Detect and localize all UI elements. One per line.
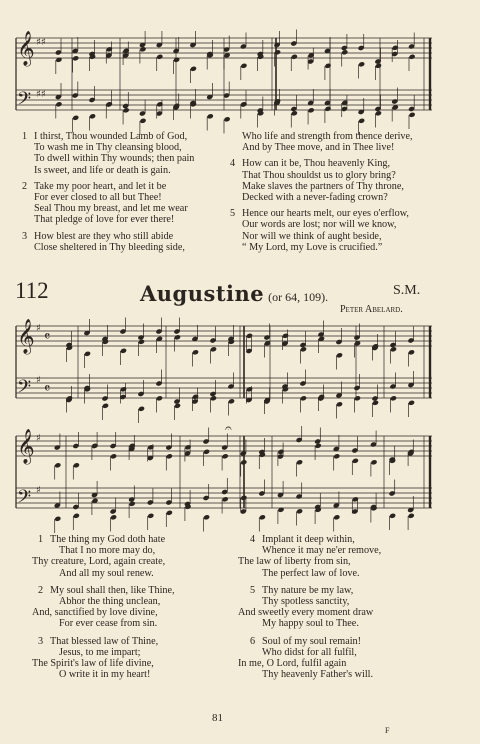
note-head	[102, 403, 109, 409]
svg-text:𝄞: 𝄞	[17, 429, 35, 464]
svg-text:♯: ♯	[36, 485, 41, 496]
note-head	[333, 514, 340, 520]
hymn-112-meter: S.M.	[393, 283, 421, 298]
note-head	[73, 462, 80, 468]
hymn-111-verse-5: 5 Hence our hearts melt, our eyes o'erflow, Our words are lost; nor will we know, Nor will we think of aught beside, “ My Lord, my Love is crucified.”	[230, 208, 409, 253]
note-head	[73, 513, 80, 519]
note-head	[358, 61, 365, 67]
note-head	[240, 101, 247, 107]
note-head	[207, 113, 214, 119]
hymn-112-left-column	[26, 534, 236, 680]
svg-text:𝄢: 𝄢	[17, 89, 32, 114]
hymn-111-left-column	[22, 131, 237, 253]
note-head	[203, 449, 210, 455]
note-head	[156, 101, 163, 107]
svg-text:𝄢: 𝄢	[17, 377, 32, 402]
note-head	[147, 513, 154, 519]
hymn-111-right-column	[230, 131, 470, 253]
note-head	[240, 63, 247, 69]
note-head	[54, 516, 61, 522]
note-head	[223, 116, 230, 122]
note-head	[375, 110, 382, 116]
note-head	[166, 510, 173, 516]
note-head	[300, 395, 307, 401]
note-head	[166, 453, 173, 459]
note-head	[203, 514, 210, 520]
hymn-112-verse-4: 4 Implant it deep within, Whence it may ne'er remove, The law of liberty from sin, The perfect law of love.	[238, 534, 382, 579]
note-head	[240, 495, 247, 501]
note-head	[336, 401, 343, 407]
note-head	[138, 406, 145, 412]
svg-text:𝄴: 𝄴	[44, 329, 51, 345]
note-head	[352, 496, 359, 502]
note-head	[246, 386, 253, 392]
note-head	[129, 501, 136, 507]
note-head	[110, 453, 117, 459]
hymn-111-verse-2: 2 Take my poor heart, and let it be For ever closed to all but Thee! Seal Thou my breast, and let me wear That pledge of love for ever there!	[22, 180, 188, 226]
note-head	[84, 351, 91, 357]
note-head	[352, 458, 359, 464]
hymn-111-verse-1: 1 I thirst, Thou wounded Lamb of God, To wash me in Thy cleansing blood, To dwell within Thy wounds; then pain Is sweet, and life or death is gain.	[22, 131, 195, 176]
note-head	[300, 346, 307, 352]
hymn-112-verse-5: 5 Thy nature be my law, Thy spotless sanctity, And sweetly every moment draw My happy soul to Thee.	[238, 584, 374, 630]
note-head	[408, 513, 415, 519]
note-head	[210, 346, 217, 352]
hymn-111-verse-3a: 3 How blest are they who still abide Close sheltered in Thy bleeding side,	[22, 230, 185, 253]
note-head	[354, 395, 361, 401]
note-head	[55, 101, 62, 107]
note-head	[375, 63, 382, 69]
note-head	[228, 398, 235, 404]
hymn-112-verse-3: 3 That blessed law of Thine, Jesus, to me impart; The Spirit's law of life divine, O write it in my heart!	[32, 635, 159, 681]
note-head	[324, 63, 331, 69]
note-head	[184, 444, 191, 450]
note-head	[315, 443, 322, 449]
note-head	[72, 55, 79, 61]
note-head	[282, 333, 289, 339]
note-head	[408, 400, 415, 406]
hymn-111-verse-4: 4 How can it be, Thou heavenly King, That Thou shouldst us to glory bring? Make slaves the partners of Thy throne, Decked with a never-fading crown?	[230, 158, 404, 204]
note-head	[222, 453, 229, 459]
note-head	[192, 394, 199, 400]
note-head	[54, 462, 61, 468]
note-head	[190, 66, 197, 72]
hymn-112-composer: Peter Abelard.	[340, 304, 403, 315]
note-head	[156, 54, 163, 60]
note-head	[106, 46, 113, 52]
note-head	[89, 113, 96, 119]
note-head	[372, 400, 379, 406]
svg-text:𝄞: 𝄞	[17, 319, 35, 354]
svg-text:𝄐: 𝄐	[225, 421, 232, 435]
svg-text:♯♯: ♯♯	[36, 89, 46, 100]
note-head	[72, 115, 79, 121]
signature-mark: F	[385, 726, 390, 735]
note-head	[277, 449, 284, 455]
note-head	[139, 118, 146, 124]
svg-text:♯: ♯	[36, 433, 41, 444]
music-system-112-b	[0, 420, 480, 540]
note-head	[392, 45, 399, 51]
note-head	[138, 339, 145, 345]
note-head	[370, 459, 377, 465]
hymn-112-verse-6: 6 Soul of my soul remain! Who didst for all fulfil, In me, O Lord, fulfil again Thy heavenly Father's will.	[238, 635, 374, 681]
note-head	[296, 459, 303, 465]
svg-text:♯: ♯	[36, 323, 41, 334]
note-head	[291, 110, 298, 116]
note-head	[246, 333, 253, 339]
note-head	[259, 514, 266, 520]
svg-text:𝄴: 𝄴	[44, 381, 51, 397]
note-head	[408, 349, 415, 355]
svg-text:♯: ♯	[36, 375, 41, 386]
note-head	[222, 496, 229, 502]
tune-name: Augustine	[140, 281, 265, 306]
hymn-112-title	[140, 281, 328, 306]
note-head	[174, 334, 181, 340]
note-head	[91, 443, 98, 449]
hymn-112-verse-2: 2 My soul shall then, like Thine, Abhor the thing unclean, And, sanctified by love divine, For ever cease from sin.	[32, 584, 175, 630]
note-head	[139, 46, 146, 52]
music-system-112-a	[0, 310, 480, 430]
note-head	[408, 112, 415, 118]
svg-text:𝄢: 𝄢	[17, 487, 32, 512]
svg-text:𝄞: 𝄞	[17, 31, 35, 66]
svg-text:♯♯: ♯♯	[36, 37, 46, 48]
note-head	[156, 395, 163, 401]
note-head	[274, 49, 281, 55]
note-head	[308, 107, 315, 113]
note-head	[336, 352, 343, 358]
note-head	[147, 444, 154, 450]
page-number: 81	[212, 712, 223, 724]
note-head	[291, 54, 298, 60]
note-head	[408, 54, 415, 60]
note-head	[110, 514, 117, 520]
note-head	[341, 49, 348, 55]
note-head	[240, 459, 247, 465]
note-head	[333, 453, 340, 459]
note-head	[390, 346, 397, 352]
note-head	[174, 403, 181, 409]
note-head	[120, 348, 127, 354]
hymn-112-right-column	[238, 534, 468, 680]
note-head	[120, 386, 127, 392]
note-head	[324, 106, 331, 112]
hymn-112-verse-1: 1 The thing my God doth hate That I no more may do, Thy creature, Lord, again create, And all my soul renew.	[32, 534, 166, 579]
note-head	[296, 508, 303, 514]
note-head	[358, 118, 365, 124]
hymn-112-number: 112	[15, 278, 49, 303]
note-head	[123, 107, 130, 113]
music-system-top	[0, 0, 480, 120]
note-head	[106, 101, 113, 107]
hymn-111-verse-3b: Who life and strength from thence derive, And by Thee move, and in Thee live!	[242, 131, 413, 154]
note-head	[192, 349, 199, 355]
note-head	[390, 395, 397, 401]
tune-refs: (or 64, 109).	[268, 290, 329, 304]
note-head	[389, 513, 396, 519]
note-head	[210, 395, 217, 401]
